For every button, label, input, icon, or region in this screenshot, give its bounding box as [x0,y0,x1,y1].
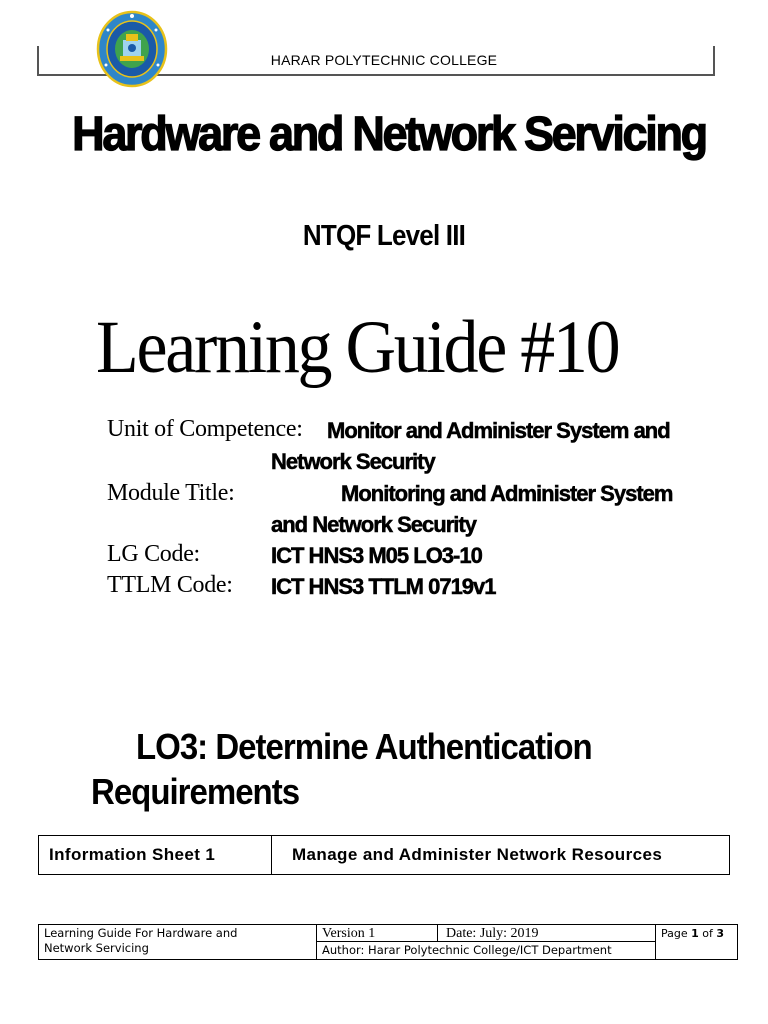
guide-title: Learning Guide #10 [96,306,619,390]
info-sheet-title: Manage and Administer Network Resources [292,845,663,864]
page-total: 3 [716,927,725,940]
footer-guide-line1: Learning Guide For Hardware and [44,926,238,940]
module-label: Module Title: [107,480,235,506]
ttlm-code-label: TTLM Code: [107,572,233,598]
footer-date: Date: July: 2019 [438,925,656,942]
lg-code-value: ICT HNS3 M05 LO3-10 [271,543,482,568]
page-prefix: Page [661,927,688,940]
module-value-line2: and Network Security [271,512,476,537]
lg-code-label: LG Code: [107,541,200,567]
footer-version: Version 1 [317,925,438,942]
college-name: HARAR POLYTECHNIC COLLEGE [270,52,498,68]
main-title: Hardware and Network Servicing [72,105,706,161]
unit-label: Unit of Competence: [107,416,303,442]
info-sheet-table [38,835,730,875]
ttlm-code-value: ICT HNS3 TTLM 0719v1 [271,574,496,599]
info-sheet-label: Information Sheet 1 [39,836,272,874]
page-current: 1 [691,927,699,940]
footer-table [38,924,738,960]
level-title: NTQF Level III [302,218,466,252]
page-of: of [702,927,713,940]
college-seal-icon [96,10,168,88]
footer-guide-line2: Network Servicing [44,941,149,955]
unit-value-line1: Monitor and Administer System and [327,418,670,443]
footer-author: Author: Harar Polytechnic College/ICT Department [317,942,656,959]
module-value-line1: Monitoring and Administer System [341,481,673,506]
footer-page-number [656,925,737,959]
outcome-heading-line1: LO3: Determine Authentication [136,726,592,767]
outcome-heading-line2: Requirements [91,771,300,812]
footer-guide-cell [39,925,317,959]
unit-value-line2: Network Security [271,449,435,474]
